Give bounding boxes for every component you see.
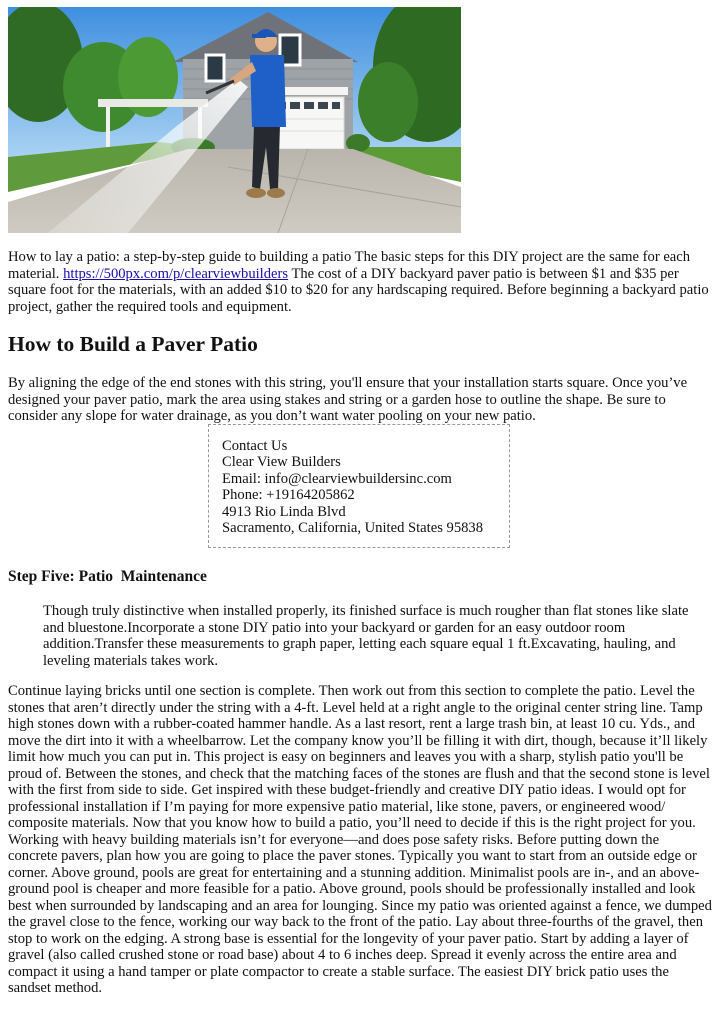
contact-street: 4913 Rio Linda Blvd — [222, 503, 346, 520]
paver-intro-paragraph: By aligning the edge of the end stones with this string, you'll ensure that your installation starts square. Once you’ve designed your paver patio, mark the area using stakes and string or a garden hose to outline the shape. Be sure to consider any slope for water drainage, as you don’t want water pooling on your new patio. — [8, 375, 688, 424]
contact-box — [208, 424, 510, 548]
contact-email: Email: info@clearviewbuildersinc.com — [222, 470, 452, 487]
heading-build-paver-patio: How to Build a Paver Patio — [8, 332, 258, 356]
contact-title: Contact Us — [222, 438, 288, 454]
intro-paragraph — [8, 249, 712, 315]
hero-image — [8, 7, 461, 233]
bricks-paragraph: Continue laying bricks until one section is complete. Then work out from this section to complete the patio. Level the stones that aren’t directly under the string with a 4-ft. Level held at a right angle to the original center string line. Tamp high stones down with a rubber-coated hammer handle. As a last resort, rent a large trash bin, at least 10 cu. Yds., and move the dirt into it with a wheelbarrow. Let the company know you’ll be filling it with dirt, though, because it’ll likely limit how much you can put in. This project is easy on beginners and leaves you with a sharp, stylish patio you'll be proud of. Between the stones, and check that the matching faces of the stones are flush and that the second stone is level with the first from side to side. Get inspired with these budget-friendly and creative DIY patio ideas. I would opt for professional installation if I’m paying for more expensive patio material, like stone, pavers, or engineered wood/ composite materials. Now that you know how to build a patio, you’ll need to decide if this is the right project for you. Working with heavy building materials isn’t for everyone—and does pose safety risks. Before putting down the concrete pavers, plan how you are going to place the paver stones. Typically you want to start from an outside edge or corner. Above ground, pools are great for entertaining and a stunning addition. Minimalist pools are in-, and an above-ground pool is cheaper and more feasible for a patio. Above ground, pools should be professionally installed and look best when surrounded by landscaping and an area for lounging. Since my patio was oriented against a fence, we dumped the gravel close to the fence, working our way back to the front of the patio. Lay about three-fourths of the gravel, then stop to work on the edging. A strong base is essential for the longevity of your paver patio. Start by adding a layer of gravel (also called crushed stone or road base) about 4 to 6 inches deep. Spread it evenly across the entire area and compact it using a hand tamper or plate compactor to create a stable surface. The easiest DIY brick patio uses the sandset method. — [8, 683, 712, 996]
contact-phone: Phone: +19164205862 — [222, 487, 355, 504]
portfolio-link[interactable]: https://500px.com/p/clearviewbuilders — [63, 265, 289, 282]
heading-step-five: Step Five: Patio Maintenance — [8, 568, 207, 585]
contact-company: Clear View Builders — [222, 454, 341, 471]
intro-text-after: The cost of a DIY backyard paver patio is between $1 and $35 per square foot for the materials, with an added $10 to $20 for any hardscaping required. Before beginning a backyard patio project, gather the required tools and equipment. — [8, 265, 709, 315]
intro-text-before: How to lay a patio: a step-by-step guide to building a patio The basic steps for this DIY project are the same for each material. — [8, 249, 691, 282]
contact-city: Sacramento, California, United States 95838 — [222, 520, 484, 537]
maintenance-quote: Though truly distinctive when installed properly, its finished surface is much rougher than flat stones like slate and bluestone.Incorporate a stone DIY patio into your backyard or garden for an easy outdoor room addition.Transfer these measurements to graph paper, letting each square equal 1 ft.Excavating, hauling, and leveling materials takes work. — [43, 603, 689, 669]
